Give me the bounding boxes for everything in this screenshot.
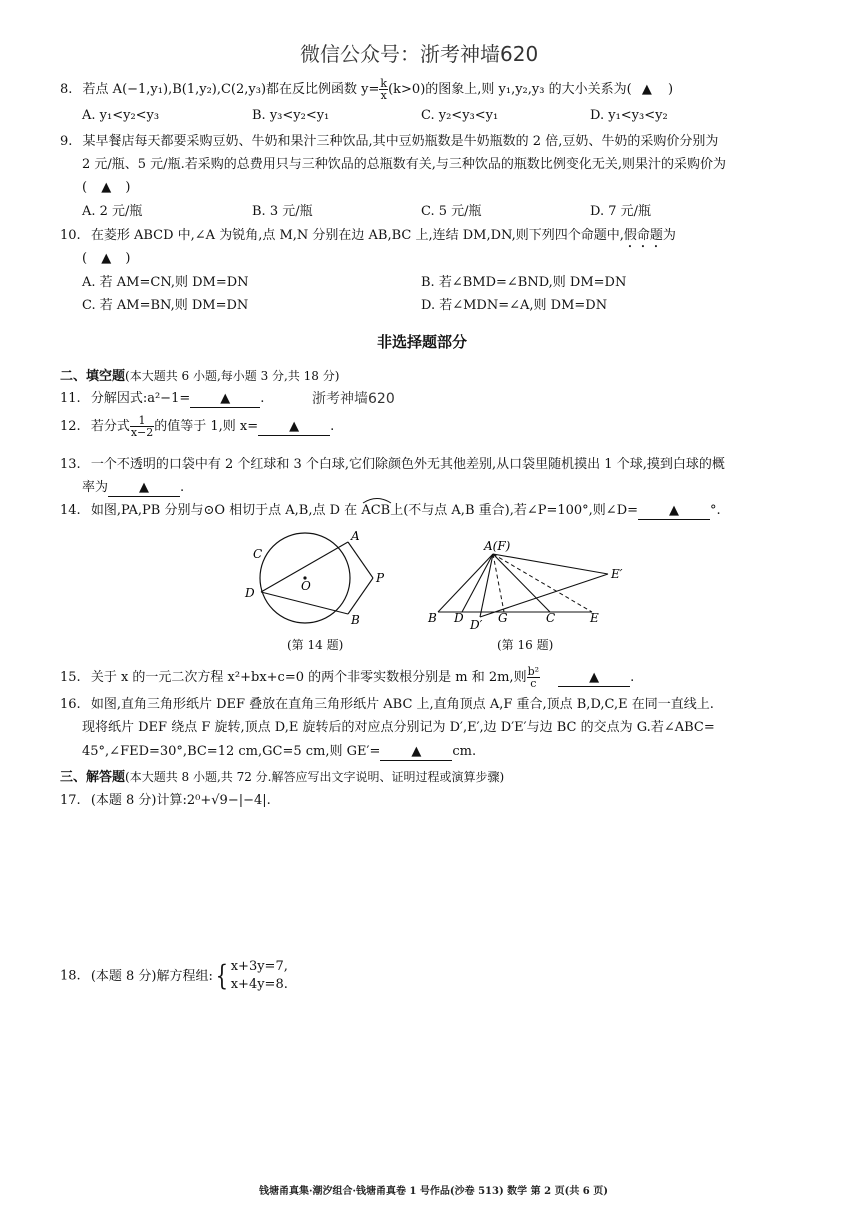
question-end: . xyxy=(330,419,335,434)
question-text: 一个不透明的口袋中有 2 个红球和 3 个白球,它们除颜色外无其他差别,从口袋里随机摸出 1 个球,摸到白球的概 xyxy=(90,457,725,472)
question-text: 在菱形 ABCD 中,∠A 为锐角,点 M,N 分别在边 AB,BC 上,连结 DM,DN,则下列四个命题中, xyxy=(90,228,624,243)
answer-marker: ▲ xyxy=(411,744,422,759)
answer-blank[interactable] xyxy=(380,744,452,761)
question-number: 17. xyxy=(60,793,81,808)
part-desc: (本大题共 6 小题,每小题 3 分,共 18 分) xyxy=(125,369,340,383)
equation-1: x+3y=7, xyxy=(230,959,288,974)
question-text-cont: 率为 xyxy=(82,480,109,495)
answer-marker: ▲ xyxy=(669,503,680,518)
label-c: C xyxy=(546,611,556,625)
question-number: 13. xyxy=(60,457,81,472)
label-d-prime: D′ xyxy=(470,618,483,630)
segment-ag-dashed xyxy=(493,554,504,612)
question-15 xyxy=(60,666,634,689)
question-9 xyxy=(60,134,718,150)
q9-option-d: D. 7 元/瓶 xyxy=(590,204,652,219)
denominator: c xyxy=(530,677,537,690)
question-text: (本题 8 分)解方程组: xyxy=(90,968,213,984)
answer-blank[interactable] xyxy=(258,419,330,436)
answer-marker: ▲ xyxy=(101,251,112,266)
arc-icon xyxy=(361,496,393,504)
paren-close: ) xyxy=(667,82,674,97)
question-18 xyxy=(60,958,288,994)
part-desc: (本大题共 8 小题,共 72 分.解答应写出文字说明、证明过程或演算步骤) xyxy=(125,770,505,784)
question-11 xyxy=(60,391,264,408)
question-text-end: 为 xyxy=(662,228,676,243)
answer-blank[interactable] xyxy=(190,391,260,408)
tangent-pb xyxy=(348,578,373,614)
question-number: 10. xyxy=(60,228,81,243)
question-12 xyxy=(60,415,334,438)
question-end: . xyxy=(180,480,185,495)
q9-option-b: B. 3 元/瓶 xyxy=(252,204,313,219)
question-number: 16. xyxy=(60,697,81,712)
figure-16 xyxy=(420,538,640,634)
segment-ab xyxy=(438,554,493,612)
answer-marker: ▲ xyxy=(289,419,300,434)
question-text: 如图,直角三角形纸片 DEF 叠放在直角三角形纸片 ABC 上,直角顶点 A,F 重合,顶点 B,D,C,E 在同一直线上. xyxy=(90,697,714,712)
question-end: . xyxy=(630,670,635,685)
question-9-paren xyxy=(82,180,130,196)
watermark-mid: 浙考神墙620 xyxy=(312,391,395,407)
question-number: 15. xyxy=(60,670,81,685)
question-10 xyxy=(60,228,676,251)
paren-open: ( xyxy=(82,180,88,195)
question-end: . xyxy=(260,391,265,406)
question-14 xyxy=(60,503,721,520)
arc-notation xyxy=(361,503,390,519)
label-d: D xyxy=(454,611,464,625)
question-text-cont: 上(不与点 A,B 重合),若∠P=100°,则∠D= xyxy=(390,503,639,518)
fraction xyxy=(130,415,154,438)
part-label: 二、填空题 xyxy=(60,369,126,384)
q8-option-d: D. y₁<y₃<y₂ xyxy=(590,108,668,123)
numerator: k xyxy=(380,77,388,90)
label-p: P xyxy=(376,571,385,585)
label-a: A xyxy=(351,530,360,543)
question-8 xyxy=(60,78,673,101)
figure-16-diagram xyxy=(420,538,640,630)
part-3-header xyxy=(60,769,504,786)
answer-marker: ▲ xyxy=(139,480,150,495)
part-label: 三、解答题 xyxy=(60,770,126,785)
equation-2: x+4y=8. xyxy=(230,977,288,992)
label-e: E xyxy=(590,611,599,625)
brace-icon: { xyxy=(215,959,229,992)
arc-label: ACB xyxy=(361,503,391,518)
q8-option-c: C. y₂<y₃<y₁ xyxy=(421,108,499,123)
question-number: 12. xyxy=(60,419,81,434)
question-text: 某早餐店每天都要采购豆奶、牛奶和果汁三种饮品,其中豆奶瓶数是牛奶瓶数的 2 倍,豆奶、牛奶的采购价分别为 xyxy=(82,134,719,149)
q10-option-a: A. 若 AM=CN,则 DM=DN xyxy=(82,275,249,290)
label-b: B xyxy=(351,613,360,627)
question-9-line2: 2 元/瓶、5 元/瓶.若采购的总费用只与三种饮品的总瓶数有关,与三种饮品的瓶数比例变化无关,则果汁的采购价为 xyxy=(82,157,726,172)
question-end: °. xyxy=(710,503,721,518)
question-number: 18. xyxy=(60,968,81,984)
label-c: C xyxy=(253,547,263,561)
question-17 xyxy=(60,793,271,809)
question-number: 8. xyxy=(60,82,73,97)
q9-option-c: C. 5 元/瓶 xyxy=(421,204,482,219)
label-o: O xyxy=(301,579,311,593)
question-16 xyxy=(60,697,714,713)
label-d: D xyxy=(245,586,255,600)
label-b: B xyxy=(428,611,437,625)
answer-marker: ▲ xyxy=(220,391,231,406)
numerator: b² xyxy=(527,665,540,678)
answer-blank[interactable] xyxy=(558,670,630,687)
label-af: A(F) xyxy=(484,539,511,553)
paren-close: ) xyxy=(125,251,131,266)
label-e-prime: E′ xyxy=(611,567,623,581)
question-text-cont: 45°,∠FED=30°,BC=12 cm,GC=5 cm,则 GE′= xyxy=(82,744,381,759)
q10-option-b: B. 若∠BMD=∠BND,则 DM=DN xyxy=(421,275,627,290)
question-number: 11. xyxy=(60,391,81,406)
figure-16-caption: (第 16 题) xyxy=(497,638,554,652)
q10-option-c: C. 若 AM=BN,则 DM=DN xyxy=(82,298,249,313)
section-title: 非选择题部分 xyxy=(377,333,468,351)
tangent-pa xyxy=(348,542,373,578)
label-g: G xyxy=(498,611,508,625)
question-text: 若点 A(−1,y₁),B(1,y₂),C(2,y₃)都在反比例函数 y= xyxy=(82,82,380,97)
question-end: cm. xyxy=(452,744,477,759)
q9-option-a: A. 2 元/瓶 xyxy=(82,204,143,219)
denominator: x−2 xyxy=(130,426,154,439)
question-16-line2: 现将纸片 DEF 绕点 F 旋转,顶点 D,E 旋转后的对应点分别记为 D′,E′,边 D′E′与边 BC 的交点为 G.若∠ABC= xyxy=(82,720,715,735)
part-2-header xyxy=(60,368,339,385)
question-text: 若分式 xyxy=(90,419,130,434)
question-text: 分解因式:a²−1= xyxy=(90,391,191,406)
question-text-cont: 的值等于 1,则 x= xyxy=(154,419,259,434)
numerator: 1 xyxy=(130,415,154,427)
question-number: 14. xyxy=(60,503,81,518)
answer-marker: ▲ xyxy=(641,82,652,97)
question-text: (本题 8 分)计算:2⁰+√9−|−4|. xyxy=(90,793,271,808)
equation-system xyxy=(231,958,288,994)
paren-open: ( xyxy=(82,251,88,266)
question-10-paren xyxy=(82,251,130,267)
answer-blank[interactable] xyxy=(108,480,180,497)
figure-14-diagram xyxy=(235,530,395,630)
paren-close: ) xyxy=(125,180,131,195)
question-13 xyxy=(60,457,725,473)
q10-option-d: D. 若∠MDN=∠A,则 DM=DN xyxy=(421,298,608,313)
emphasized-text: 假命题 xyxy=(623,228,663,243)
question-text: 如图,PA,PB 分别与⊙O 相切于点 A,B,点 D 在 xyxy=(90,503,358,518)
denominator: x xyxy=(380,89,387,102)
question-number: 9. xyxy=(60,134,73,149)
q8-option-a: A. y₁<y₂<y₃ xyxy=(82,108,160,123)
answer-blank[interactable] xyxy=(638,503,710,520)
fraction xyxy=(379,78,388,101)
question-13-line2 xyxy=(82,480,184,497)
fraction xyxy=(527,666,540,689)
question-16-line3 xyxy=(82,744,476,761)
answer-marker: ▲ xyxy=(101,180,112,195)
watermark-top: 微信公众号：浙考神墙620 xyxy=(300,42,539,66)
segment-ad xyxy=(462,554,493,612)
question-text-cont: (k>0)的图象上,则 y₁,y₂,y₃ 的大小关系为( xyxy=(388,82,632,97)
answer-marker: ▲ xyxy=(589,670,600,685)
q8-option-b: B. y₃<y₂<y₁ xyxy=(252,108,330,123)
segment-ad-prime xyxy=(480,554,493,617)
page-footer: 钱塘甬真集·潮汐组合·钱塘甬真卷 1 号作品(沙卷 513) 数学 第 2 页(共 6 页) xyxy=(259,1186,608,1197)
figure-14-caption: (第 14 题) xyxy=(287,638,344,652)
question-text: 关于 x 的一元二次方程 x²+bx+c=0 的两个非零实数根分别是 m 和 2m,则 xyxy=(90,670,527,685)
figure-14 xyxy=(235,530,395,634)
